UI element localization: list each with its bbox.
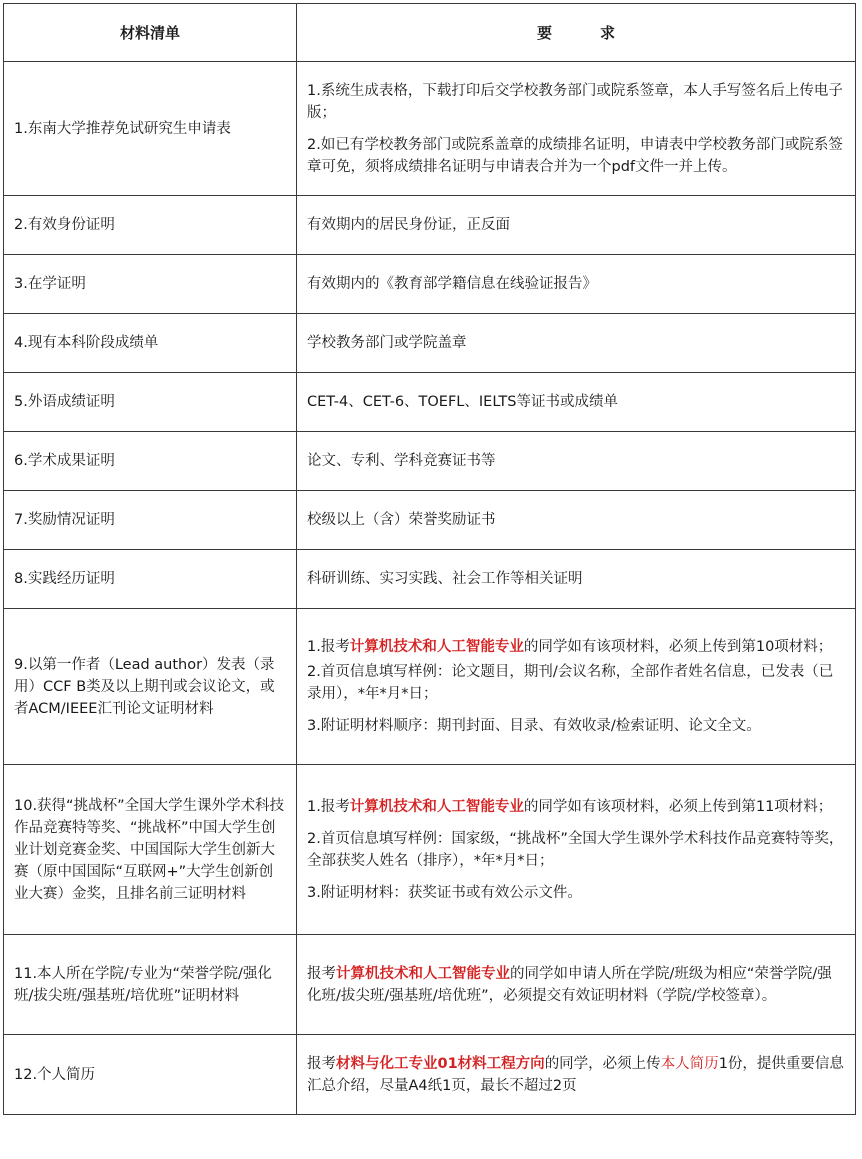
material-cell: 7.奖励情况证明	[4, 491, 297, 550]
requirement-cell: 学校教务部门或学院盖章	[297, 314, 856, 373]
table-row	[4, 765, 856, 935]
highlight-text: 计算机技术和人工智能专业	[336, 965, 510, 982]
material-cell: 2.有效身份证明	[4, 196, 297, 255]
requirement-text: 1.系统生成表格，下载打印后交学校教务部门或院系签章，本人手写签名后上传电子版；	[307, 82, 843, 121]
header-requirements: 要 求	[297, 4, 856, 62]
table-row	[4, 1035, 856, 1115]
requirement-cell	[297, 62, 856, 196]
highlight-text: 计算机技术和人工智能专业	[349, 639, 524, 655]
highlight-text: 计算机技术和人工智能专业	[349, 798, 524, 815]
requirement-text: 2.首页信息填写样例：国家级，“挑战杯”全国大学生课外学术科技作品竞赛特等奖，全部获奖人姓名（排序），*年*月*日；	[307, 830, 844, 869]
requirement-cell: 科研训练、实习实践、社会工作等相关证明	[297, 550, 856, 609]
requirement-cell: 校级以上（含）荣誉奖励证书	[297, 491, 856, 550]
material-cell: 6.学术成果证明	[4, 432, 297, 491]
header-materials: 材料清单	[4, 4, 297, 62]
requirement-text: 3.附证明材料：获奖证书或有效公示文件。	[307, 884, 582, 901]
requirement-text: 2.首页信息填写样例：论文题目，期刊/会议名称，全部作者姓名信息，已发表（已录用），*年*月*日；	[307, 664, 834, 702]
material-cell: 5.外语成绩证明	[4, 373, 297, 432]
table-row	[4, 196, 856, 255]
materials-table	[3, 3, 856, 1115]
table-row	[4, 432, 856, 491]
requirement-cell	[297, 609, 856, 765]
table-row	[4, 62, 856, 196]
requirement-cell: 有效期内的《教育部学籍信息在线验证报告》	[297, 255, 856, 314]
requirement-text: 报考计算机技术和人工智能专业的同学如申请人所在学院/班级为相应“荣誉学院/强化班/拔尖班/强基班/培优班”，必须提交有效证明材料（学院/学校签章）。	[307, 965, 832, 1004]
requirement-text: 1.报考计算机技术和人工智能专业的同学如有该项材料，必须上传到第10项材料；	[307, 639, 833, 655]
table-row	[4, 609, 856, 765]
requirement-text: 报考材料与化工专业01材料工程方向的同学，必须上传本人简历1份，提供重要信息汇总介绍，尽量A4纸1页，最长不超过2页	[307, 1055, 844, 1094]
table-row	[4, 255, 856, 314]
requirement-text: 1.报考计算机技术和人工智能专业的同学如有该项材料，必须上传到第11项材料；	[307, 798, 833, 815]
table-row	[4, 314, 856, 373]
requirement-text: 3.附证明材料顺序：期刊封面、目录、有效收录/检索证明、论文全文。	[307, 718, 761, 734]
requirement-cell: 论文、专利、学科竞赛证书等	[297, 432, 856, 491]
material-cell: 1.东南大学推荐免试研究生申请表	[4, 62, 297, 196]
table-row	[4, 373, 856, 432]
material-cell: 8.实践经历证明	[4, 550, 297, 609]
requirement-cell	[297, 765, 856, 935]
requirement-cell: CET-4、CET-6、TOEFL、IELTS等证书或成绩单	[297, 373, 856, 432]
requirement-cell	[297, 935, 856, 1035]
material-cell: 12.个人简历	[4, 1035, 297, 1115]
table-row	[4, 550, 856, 609]
material-cell: 4.现有本科阶段成绩单	[4, 314, 297, 373]
table-row	[4, 935, 856, 1035]
highlight-text: 材料与化工专业01材料工程方向	[336, 1055, 545, 1072]
material-cell: 9.以第一作者（Lead author）发表（录用）CCF B类及以上期刊或会议论文，或者ACM/IEEE汇刊论文证明材料	[4, 609, 297, 765]
highlight-text: 本人简历	[660, 1055, 719, 1072]
material-cell: 11.本人所在学院/专业为“荣誉学院/强化班/拔尖班/强基班/培优班”证明材料	[4, 935, 297, 1035]
requirement-cell	[297, 1035, 856, 1115]
table-header-row	[4, 4, 856, 62]
table-row	[4, 491, 856, 550]
material-cell: 10.获得“挑战杯”全国大学生课外学术科技作品竞赛特等奖、“挑战杯”中国大学生创业计划竞赛金奖、中国国际大学生创新大赛（原中国国际“互联网+”大学生创新创业大赛）金奖，且排名前三证明材料	[4, 765, 297, 935]
material-cell: 3.在学证明	[4, 255, 297, 314]
requirement-text: 2.如已有学校教务部门或院系盖章的成绩排名证明，申请表中学校教务部门或院系签章可免，须将成绩排名证明与申请表合并为一个pdf文件一并上传。	[307, 136, 843, 175]
requirement-cell: 有效期内的居民身份证，正反面	[297, 196, 856, 255]
